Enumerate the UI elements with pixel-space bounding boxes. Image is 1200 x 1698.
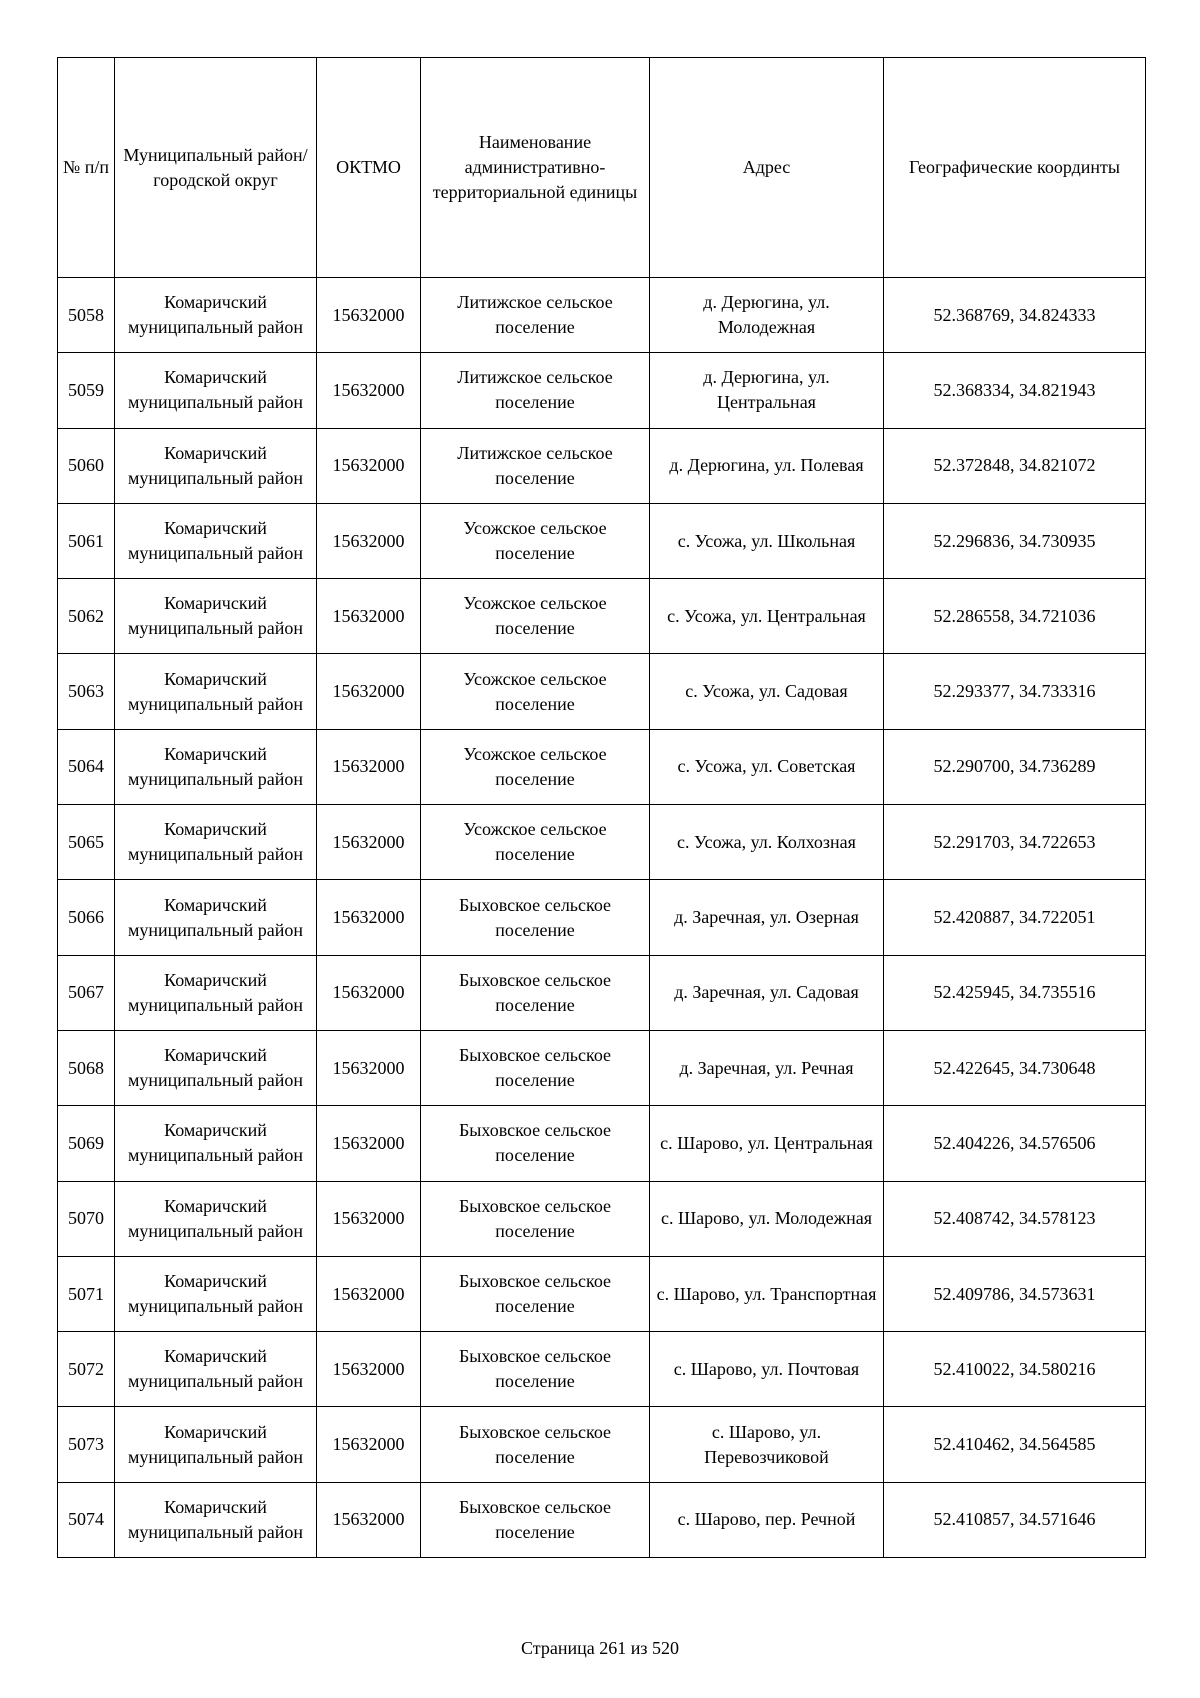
- table-row: [58, 1030, 1146, 1105]
- cell-coords: 52.290700, 34.736289: [884, 729, 1146, 804]
- cell-coords: 52.422645, 34.730648: [884, 1030, 1146, 1105]
- cell-address: д. Дерюгина, ул. Молодежная: [650, 278, 884, 353]
- cell-address: с. Шарово, ул. Почтовая: [650, 1332, 884, 1407]
- table-row: [58, 1482, 1146, 1557]
- table-row: [58, 353, 1146, 428]
- cell-address: с. Шарово, ул. Перевозчиковой: [650, 1407, 884, 1482]
- cell-num: 5067: [58, 955, 115, 1030]
- cell-unit: Усожское сельское поселение: [421, 654, 650, 729]
- cell-district: Комаричский муниципальный район: [115, 1256, 317, 1331]
- cell-num: 5074: [58, 1482, 115, 1557]
- cell-address: д. Дерюгина, ул. Полевая: [650, 428, 884, 503]
- cell-coords: 52.286558, 34.721036: [884, 579, 1146, 654]
- cell-coords: 52.372848, 34.821072: [884, 428, 1146, 503]
- cell-address: с. Шарово, пер. Речной: [650, 1482, 884, 1557]
- cell-unit: Быховское сельское поселение: [421, 1030, 650, 1105]
- cell-unit: Литижское сельское поселение: [421, 428, 650, 503]
- cell-unit: Быховское сельское поселение: [421, 1482, 650, 1557]
- table-row: [58, 1106, 1146, 1181]
- cell-num: 5060: [58, 428, 115, 503]
- cell-address: с. Усожа, ул. Школьная: [650, 503, 884, 578]
- table-row: [58, 1181, 1146, 1256]
- cell-district: Комаричский муниципальный район: [115, 1407, 317, 1482]
- cell-oktmo: 15632000: [317, 428, 421, 503]
- cell-oktmo: 15632000: [317, 503, 421, 578]
- cell-num: 5072: [58, 1332, 115, 1407]
- cell-oktmo: 15632000: [317, 1106, 421, 1181]
- cell-num: 5063: [58, 654, 115, 729]
- cell-address: с. Усожа, ул. Колхозная: [650, 805, 884, 880]
- table-header: [58, 58, 1146, 278]
- cell-district: Комаричский муниципальный район: [115, 579, 317, 654]
- cell-oktmo: 15632000: [317, 805, 421, 880]
- cell-address: с. Усожа, ул. Советская: [650, 729, 884, 804]
- cell-num: 5068: [58, 1030, 115, 1105]
- cell-oktmo: 15632000: [317, 1482, 421, 1557]
- table-row: [58, 1256, 1146, 1331]
- data-table: [57, 57, 1146, 1558]
- cell-oktmo: 15632000: [317, 353, 421, 428]
- cell-num: 5062: [58, 579, 115, 654]
- cell-address: д. Заречная, ул. Речная: [650, 1030, 884, 1105]
- cell-unit: Быховское сельское поселение: [421, 1256, 650, 1331]
- cell-unit: Быховское сельское поселение: [421, 1332, 650, 1407]
- cell-oktmo: 15632000: [317, 1181, 421, 1256]
- cell-num: 5069: [58, 1106, 115, 1181]
- table-row: [58, 729, 1146, 804]
- cell-unit: Литижское сельское поселение: [421, 278, 650, 353]
- cell-unit: Быховское сельское поселение: [421, 1106, 650, 1181]
- cell-district: Комаричский муниципальный район: [115, 729, 317, 804]
- cell-num: 5066: [58, 880, 115, 955]
- cell-address: д. Заречная, ул. Озерная: [650, 880, 884, 955]
- cell-address: с. Усожа, ул. Центральная: [650, 579, 884, 654]
- table-body: [58, 278, 1146, 1558]
- cell-coords: 52.404226, 34.576506: [884, 1106, 1146, 1181]
- header-unit: Наименование административно-территориальной единицы: [421, 58, 650, 278]
- cell-district: Комаричский муниципальный район: [115, 805, 317, 880]
- header-district: Муниципальный район/городской округ: [115, 58, 317, 278]
- table-row: [58, 579, 1146, 654]
- cell-num: 5058: [58, 278, 115, 353]
- table-row: [58, 1407, 1146, 1482]
- cell-district: Комаричский муниципальный район: [115, 278, 317, 353]
- cell-coords: 52.410462, 34.564585: [884, 1407, 1146, 1482]
- cell-district: Комаричский муниципальный район: [115, 1030, 317, 1105]
- cell-num: 5065: [58, 805, 115, 880]
- cell-unit: Усожское сельское поселение: [421, 503, 650, 578]
- cell-coords: 52.420887, 34.722051: [884, 880, 1146, 955]
- table-row: [58, 955, 1146, 1030]
- cell-unit: Быховское сельское поселение: [421, 1181, 650, 1256]
- header-num: № п/п: [58, 58, 115, 278]
- cell-num: 5061: [58, 503, 115, 578]
- cell-district: Комаричский муниципальный район: [115, 1181, 317, 1256]
- cell-district: Комаричский муниципальный район: [115, 503, 317, 578]
- cell-district: Комаричский муниципальный район: [115, 1332, 317, 1407]
- cell-coords: 52.410022, 34.580216: [884, 1332, 1146, 1407]
- cell-num: 5064: [58, 729, 115, 804]
- cell-coords: 52.296836, 34.730935: [884, 503, 1146, 578]
- cell-oktmo: 15632000: [317, 1407, 421, 1482]
- table-row: [58, 278, 1146, 353]
- cell-coords: 52.410857, 34.571646: [884, 1482, 1146, 1557]
- cell-district: Комаричский муниципальный район: [115, 353, 317, 428]
- cell-oktmo: 15632000: [317, 1332, 421, 1407]
- cell-oktmo: 15632000: [317, 955, 421, 1030]
- cell-oktmo: 15632000: [317, 654, 421, 729]
- cell-address: с. Усожа, ул. Садовая: [650, 654, 884, 729]
- cell-unit: Усожское сельское поселение: [421, 805, 650, 880]
- cell-oktmo: 15632000: [317, 579, 421, 654]
- cell-coords: 52.408742, 34.578123: [884, 1181, 1146, 1256]
- cell-coords: 52.291703, 34.722653: [884, 805, 1146, 880]
- cell-coords: 52.425945, 34.735516: [884, 955, 1146, 1030]
- cell-district: Комаричский муниципальный район: [115, 1482, 317, 1557]
- table-row: [58, 880, 1146, 955]
- cell-unit: Литижское сельское поселение: [421, 353, 650, 428]
- cell-unit: Быховское сельское поселение: [421, 955, 650, 1030]
- page-footer: Страница 261 из 520: [521, 1638, 679, 1658]
- cell-unit: Быховское сельское поселение: [421, 1407, 650, 1482]
- cell-oktmo: 15632000: [317, 1030, 421, 1105]
- cell-unit: Быховское сельское поселение: [421, 880, 650, 955]
- header-coords: Географические координты: [884, 58, 1146, 278]
- cell-num: 5070: [58, 1181, 115, 1256]
- header-row: [58, 58, 1146, 278]
- cell-address: д. Заречная, ул. Садовая: [650, 955, 884, 1030]
- table-row: [58, 1332, 1146, 1407]
- cell-district: Комаричский муниципальный район: [115, 1106, 317, 1181]
- cell-num: 5059: [58, 353, 115, 428]
- cell-address: д. Дерюгина, ул. Центральная: [650, 353, 884, 428]
- cell-coords: 52.293377, 34.733316: [884, 654, 1146, 729]
- cell-num: 5073: [58, 1407, 115, 1482]
- table-row: [58, 428, 1146, 503]
- cell-coords: 52.409786, 34.573631: [884, 1256, 1146, 1331]
- table-row: [58, 805, 1146, 880]
- cell-oktmo: 15632000: [317, 880, 421, 955]
- cell-unit: Усожское сельское поселение: [421, 729, 650, 804]
- cell-district: Комаричский муниципальный район: [115, 880, 317, 955]
- cell-district: Комаричский муниципальный район: [115, 428, 317, 503]
- table-row: [58, 654, 1146, 729]
- cell-oktmo: 15632000: [317, 278, 421, 353]
- table-row: [58, 503, 1146, 578]
- header-oktmo: ОКТМО: [317, 58, 421, 278]
- cell-oktmo: 15632000: [317, 1256, 421, 1331]
- cell-num: 5071: [58, 1256, 115, 1331]
- cell-address: с. Шарово, ул. Центральная: [650, 1106, 884, 1181]
- cell-district: Комаричский муниципальный район: [115, 955, 317, 1030]
- cell-district: Комаричский муниципальный район: [115, 654, 317, 729]
- cell-coords: 52.368769, 34.824333: [884, 278, 1146, 353]
- cell-address: с. Шарово, ул. Транспортная: [650, 1256, 884, 1331]
- header-address: Адрес: [650, 58, 884, 278]
- cell-coords: 52.368334, 34.821943: [884, 353, 1146, 428]
- cell-oktmo: 15632000: [317, 729, 421, 804]
- cell-address: с. Шарово, ул. Молодежная: [650, 1181, 884, 1256]
- cell-unit: Усожское сельское поселение: [421, 579, 650, 654]
